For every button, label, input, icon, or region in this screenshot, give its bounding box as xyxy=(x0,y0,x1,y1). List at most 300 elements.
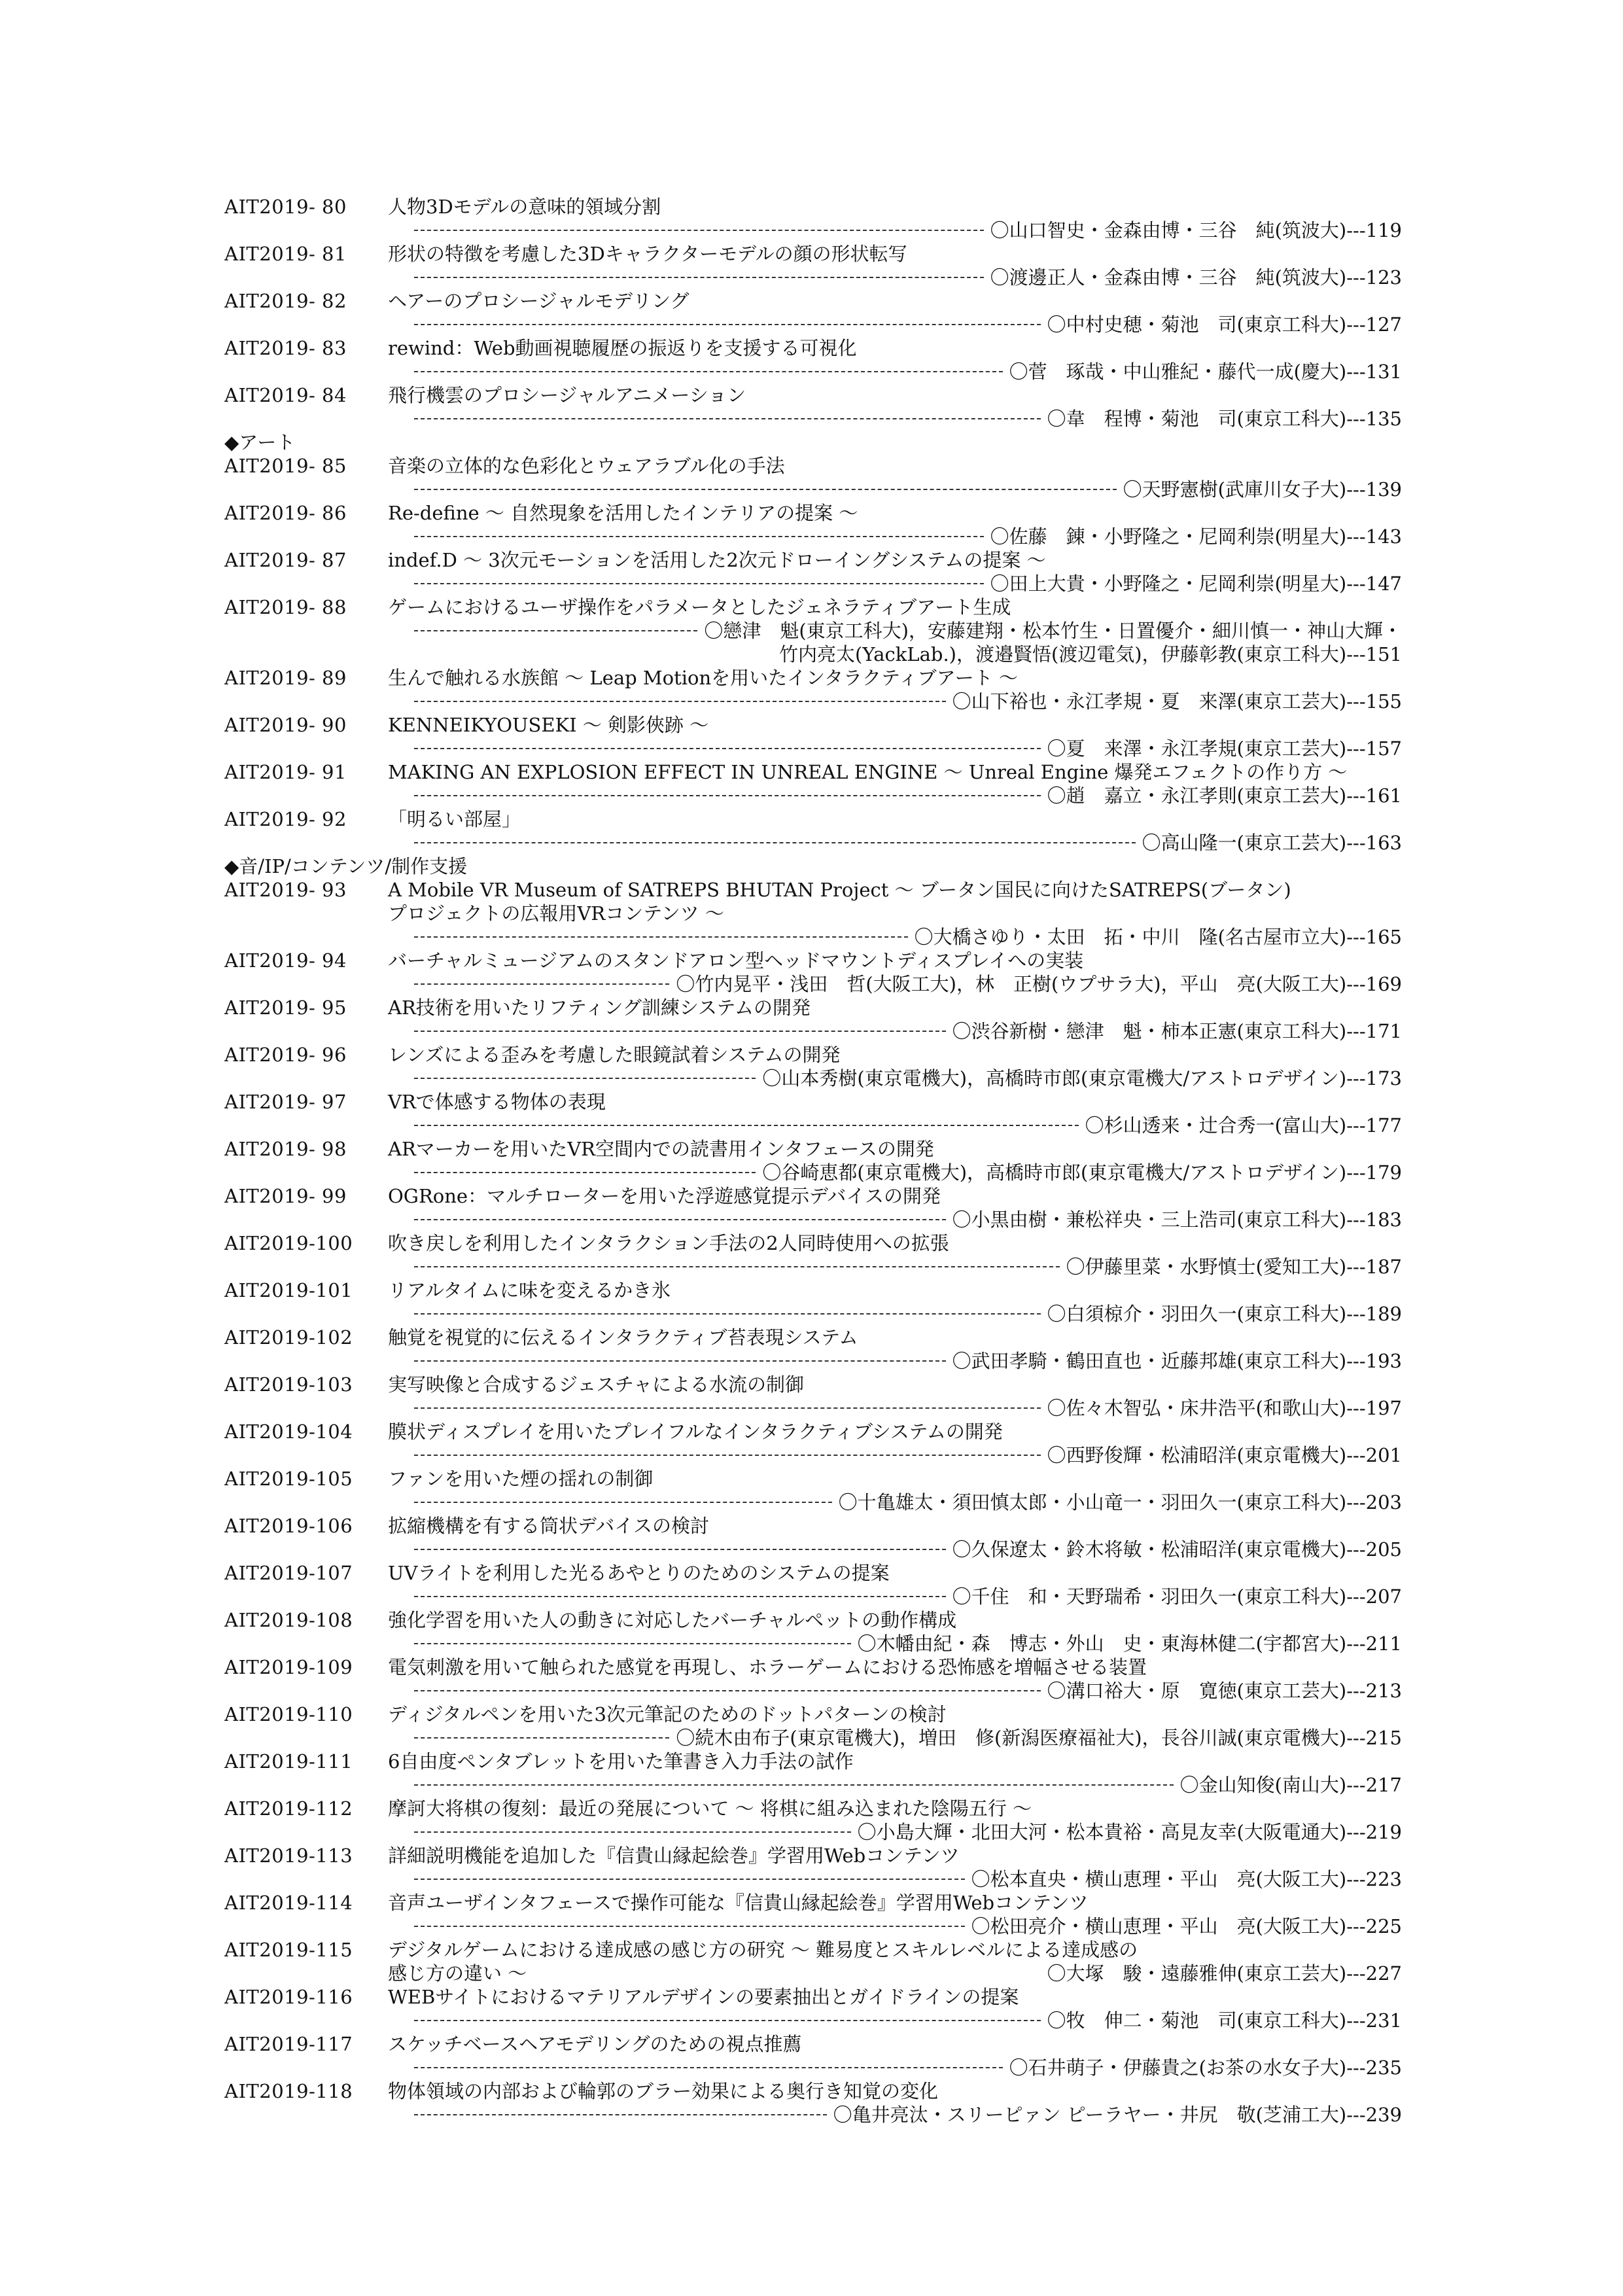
toc-entry xyxy=(224,1844,1402,1891)
paper-id: AIT2019- 95 xyxy=(224,997,347,1019)
author-row xyxy=(224,219,1402,242)
leader-dashes xyxy=(414,1360,946,1362)
author-row xyxy=(224,1302,1402,1326)
paper-title: ヘアーのプロシージャルモデリング xyxy=(388,290,689,312)
entry-title-row xyxy=(224,1844,1402,1867)
entry-title-row xyxy=(224,548,1402,572)
paper-id: AIT2019-112 xyxy=(224,1797,353,1820)
paper-title: indef.D 〜 3次元モーションを活用した2次元ドローイングシステムの提案 〜 xyxy=(388,549,1046,571)
entry-title-row xyxy=(224,242,1402,266)
entry-title-row xyxy=(224,1184,1402,1208)
paper-id: AIT2019-113 xyxy=(224,1845,353,1867)
author-text: 〇白須椋介・羽田久一(東京工科大)---189 xyxy=(1047,1303,1402,1325)
author-row xyxy=(224,1255,1402,1279)
leader-dashes xyxy=(414,1031,946,1032)
author-text: 〇久保遼太・鈴木将敏・松浦昭洋(東京電機大)---205 xyxy=(952,1538,1402,1561)
leader-dashes xyxy=(414,1784,1174,1786)
authors-and-page xyxy=(414,478,1402,501)
paper-title: MAKING AN EXPLOSION EFFECT IN UNREAL ENGINE 〜 Unreal Engine 爆発エフェクトの作り方 〜 xyxy=(388,761,1348,783)
author-text: 〇千住 和・天野瑞希・羽田久一(東京工科大)---207 xyxy=(952,1585,1402,1608)
paper-title: 摩訶大将棋の復刻：最近の発展について 〜 将棋に組み込まれた陰陽五行 〜 xyxy=(388,1797,1032,1820)
leader-dashes xyxy=(414,983,669,985)
toc-entry xyxy=(224,1985,1402,2032)
paper-id: AIT2019-105 xyxy=(224,1468,353,1490)
paper-title: 「明るい部屋」 xyxy=(388,808,521,830)
toc-entry xyxy=(224,336,1402,383)
author-text: 〇石井萌子・伊藤貴之(お茶の水女子大)---235 xyxy=(1009,2057,1402,2079)
author-text: 〇佐藤 錬・小野隆之・尼岡利崇(明星大)---143 xyxy=(990,525,1402,548)
authors-and-page xyxy=(414,831,1402,855)
author-row xyxy=(224,1915,1402,1938)
paper-title: レンズによる歪みを考慮した眼鏡試着システムの開発 xyxy=(388,1044,841,1066)
leader-dashes xyxy=(414,1690,1041,1691)
paper-title-continued: 感じ方の違い 〜 xyxy=(388,1962,527,1985)
authors-and-page xyxy=(414,1208,1402,1231)
leader-dashes xyxy=(414,936,908,938)
author-row xyxy=(224,1491,1402,1514)
leader-dashes xyxy=(414,748,1041,749)
paper-id: AIT2019-108 xyxy=(224,1609,353,1631)
paper-id: AIT2019-100 xyxy=(224,1232,353,1254)
paper-title: 形状の特徴を考慮した3Dキャラクターモデルの顔の形状転写 xyxy=(388,243,907,265)
authors-and-page xyxy=(779,643,1402,666)
paper-title: A Mobile VR Museum of SATREPS BHUTAN Project 〜 ブータン国民に向けたSATREPS(ブータン) xyxy=(388,879,1291,901)
author-text: 竹内亮太(YackLab.)，渡邉賢悟(渡辺電気)，伊藤彰教(東京工科大)---151 xyxy=(779,643,1402,665)
paper-title: OGRone：マルチローターを用いた浮遊感覚提示デバイスの開発 xyxy=(388,1185,941,1207)
leader-dashes xyxy=(414,324,1041,325)
authors-and-page xyxy=(414,1255,1402,1279)
authors-and-page xyxy=(414,784,1402,807)
leader-dashes xyxy=(414,1172,756,1173)
authors-and-page xyxy=(414,360,1402,383)
entry-title-row xyxy=(224,195,1402,219)
section-heading: ◆アート xyxy=(224,431,296,453)
authors-and-page xyxy=(414,737,1402,760)
paper-title: 触覚を視覚的に伝えるインタラクティブ苔表現システム xyxy=(388,1326,858,1349)
paper-title: 電気刺激を用いて触られた感覚を再現し、ホラーゲームにおける恐怖感を増幅させる装置 xyxy=(388,1656,1147,1678)
paper-id: AIT2019- 89 xyxy=(224,667,347,689)
author-row xyxy=(224,2009,1402,2032)
authors-and-page xyxy=(414,2009,1402,2032)
author-text: 〇牧 伸二・菊池 司(東京工科大)---231 xyxy=(1047,2009,1402,2032)
author-text: 〇松田亮介・横山恵理・平山 亮(大阪工大)---225 xyxy=(971,1915,1402,1937)
paper-id: AIT2019- 92 xyxy=(224,808,347,830)
authors-and-page xyxy=(414,619,1402,643)
leader-dashes xyxy=(414,1313,1041,1315)
paper-title: デジタルゲームにおける達成感の感じ方の研究 〜 難易度とスキルレベルによる達成感の xyxy=(388,1939,1138,1961)
leader-dashes xyxy=(414,1737,669,1739)
authors-and-page xyxy=(414,1396,1402,1420)
author-row xyxy=(224,1820,1402,1844)
author-row xyxy=(224,360,1402,383)
author-row xyxy=(224,643,1402,666)
leader-dashes xyxy=(414,630,697,631)
paper-id: AIT2019- 84 xyxy=(224,384,347,406)
authors-and-page xyxy=(414,1114,1402,1137)
leader-dashes xyxy=(414,371,1003,372)
authors-and-page xyxy=(414,2103,1402,2127)
toc-entry xyxy=(224,1420,1402,1467)
author-text: 〇大橋さゆり・太田 拓・中川 隆(名古屋市立大)---165 xyxy=(914,926,1402,948)
authors-and-page xyxy=(414,313,1402,336)
leader-dashes xyxy=(414,1266,1060,1267)
paper-id: AIT2019- 93 xyxy=(224,879,347,901)
toc-entry xyxy=(224,878,1402,949)
leader-dashes xyxy=(414,1549,946,1550)
author-text: 〇山口智史・金森由博・三谷 純(筑波大)---119 xyxy=(990,219,1402,241)
authors-and-page xyxy=(414,407,1402,431)
authors-and-page xyxy=(414,525,1402,548)
paper-id: AIT2019-107 xyxy=(224,1562,353,1584)
authors-and-page xyxy=(414,2056,1402,2079)
entry-title-row xyxy=(224,1703,1402,1726)
entry-title-row xyxy=(224,878,1402,902)
author-row xyxy=(224,1679,1402,1703)
entry-title-row xyxy=(224,454,1402,478)
leader-dashes xyxy=(414,1455,1041,1456)
toc-entry xyxy=(224,242,1402,289)
paper-title: プロジェクトの広報用VRコンテンツ 〜 xyxy=(388,902,724,925)
authors-and-page xyxy=(414,572,1402,595)
entry-title-row xyxy=(224,1090,1402,1114)
entry-title-row xyxy=(224,1797,1402,1820)
author-text: 〇韋 程博・菊池 司(東京工科大)---135 xyxy=(1047,408,1402,430)
author-text: 〇十亀雄太・須田慎太郎・小山竜一・羽田久一(東京工科大)---203 xyxy=(838,1491,1402,1513)
paper-title: WEBサイトにおけるマテリアルデザインの要素抽出とガイドラインの提案 xyxy=(388,1986,1019,2008)
paper-title: 生んで触れる水族館 〜 Leap Motionを用いたインタラクティブアート 〜 xyxy=(388,667,1019,689)
authors-and-page xyxy=(414,1019,1402,1043)
author-row xyxy=(224,1773,1402,1797)
toc-entry xyxy=(224,595,1402,666)
author-row xyxy=(224,1349,1402,1373)
author-text: 〇金山知俊(南山大)---217 xyxy=(1179,1774,1402,1796)
author-text: 〇天野憲樹(武庫川女子大)---139 xyxy=(1123,478,1402,501)
paper-title: 音声ユーザインタフェースで操作可能な『信貴山縁起絵巻』学習用Webコンテンツ xyxy=(388,1892,1089,1914)
section-heading: ◆音/IP/コンテンツ/制作支援 xyxy=(224,855,468,877)
toc-entry xyxy=(224,760,1402,807)
paper-title: 音楽の立体的な色彩化とウェアラブル化の手法 xyxy=(388,455,785,477)
paper-title: 詳細説明機能を追加した『信貴山縁起絵巻』学習用Webコンテンツ xyxy=(388,1845,960,1867)
entry-title-row xyxy=(224,383,1402,407)
entry-title-row xyxy=(224,1279,1402,1302)
author-text: 〇溝口裕大・原 寛徳(東京工芸大)---213 xyxy=(1047,1680,1402,1702)
authors-and-page xyxy=(414,1538,1402,1561)
paper-id: AIT2019- 96 xyxy=(224,1044,347,1066)
authors-and-page xyxy=(414,1443,1402,1467)
authors-and-page xyxy=(414,266,1402,289)
author-row xyxy=(224,1443,1402,1467)
toc-entry xyxy=(224,1090,1402,1137)
leader-dashes xyxy=(414,795,1041,796)
leader-dashes xyxy=(414,536,984,537)
paper-id: AIT2019-116 xyxy=(224,1986,353,2008)
toc-entry xyxy=(224,1655,1402,1703)
paper-title: KENNEIKYOUSEKI 〜 剣影俠跡 〜 xyxy=(388,714,709,736)
entry-title-row xyxy=(224,1514,1402,1538)
entry-title-row xyxy=(224,2032,1402,2056)
paper-id: AIT2019-115 xyxy=(224,1939,353,1961)
authors-and-page xyxy=(414,1349,1402,1373)
paper-id: AIT2019-106 xyxy=(224,1515,353,1537)
paper-id: AIT2019- 85 xyxy=(224,455,347,477)
entry-title-row xyxy=(224,902,1402,925)
entry-title-row xyxy=(224,289,1402,313)
entry-title-row xyxy=(224,1231,1402,1255)
author-text: 〇西野俊輝・松浦昭洋(東京電機大)---201 xyxy=(1047,1444,1402,1466)
paper-title: VRで体感する物体の表現 xyxy=(388,1091,606,1113)
entry-title-row xyxy=(224,1043,1402,1067)
author-row xyxy=(224,2056,1402,2079)
paper-id: AIT2019-111 xyxy=(224,1750,353,1773)
author-row xyxy=(224,1019,1402,1043)
paper-title: リアルタイムに味を変えるかき氷 xyxy=(388,1279,671,1301)
entry-title-row xyxy=(224,666,1402,690)
author-row xyxy=(224,737,1402,760)
entry-title-row xyxy=(224,1938,1402,1962)
entry-title-row xyxy=(224,595,1402,619)
leader-dashes xyxy=(414,489,1117,490)
authors-and-page xyxy=(414,1302,1402,1326)
entry-title-row xyxy=(224,1985,1402,2009)
toc-entry xyxy=(224,996,1402,1043)
toc-entry xyxy=(224,2079,1402,2127)
paper-id: AIT2019-117 xyxy=(224,2033,353,2055)
paper-title: 飛行機雲のプロシージャルアニメーション xyxy=(388,384,746,406)
authors-and-page xyxy=(414,1161,1402,1184)
author-text: 〇伊藤里菜・水野慎士(愛知工大)---187 xyxy=(1066,1256,1402,1278)
author-row xyxy=(224,478,1402,501)
author-text: 〇小島大輝・北田大河・松本貴裕・高見友幸(大阪電通大)---219 xyxy=(857,1821,1402,1843)
leader-dashes xyxy=(414,230,984,231)
leader-dashes xyxy=(414,2020,1041,2021)
author-text: 〇渡邊正人・金森由博・三谷 純(筑波大)---123 xyxy=(990,266,1402,289)
toc-entry xyxy=(224,1514,1402,1561)
author-text: 〇亀井亮汰・スリーピァン ピーラヤー・井尻 敬(芝浦工大)---239 xyxy=(833,2104,1402,2126)
author-row xyxy=(224,1208,1402,1231)
leader-dashes xyxy=(414,1078,756,1079)
paper-id: AIT2019-114 xyxy=(224,1892,353,1914)
author-text: 〇佐々木智弘・床井浩平(和歌山大)---197 xyxy=(1047,1397,1402,1419)
authors-and-page xyxy=(414,972,1402,996)
table-of-contents xyxy=(224,195,1402,2127)
toc-entry xyxy=(224,713,1402,760)
leader-dashes xyxy=(414,1125,1079,1126)
leader-dashes xyxy=(414,418,1041,419)
leader-dashes xyxy=(414,1643,851,1644)
paper-title: 膜状ディスプレイを用いたプレイフルなインタラクティブシステムの開発 xyxy=(388,1421,1003,1443)
author-text: 〇山下裕也・永江孝規・夏 来澤(東京工芸大)---155 xyxy=(952,690,1402,713)
author-text: 〇山本秀樹(東京電機大)，高橋時市郎(東京電機大/アストロデザイン)---173 xyxy=(762,1067,1402,1089)
author-row xyxy=(224,1396,1402,1420)
entry-title-row xyxy=(224,501,1402,525)
toc-entry xyxy=(224,1797,1402,1844)
author-row xyxy=(224,925,1402,949)
toc-entry xyxy=(224,1279,1402,1326)
toc-entry xyxy=(224,1326,1402,1373)
authors-and-page xyxy=(414,1632,1402,1655)
paper-title: 物体領域の内部および輪郭のブラー効果による奥行き知覚の変化 xyxy=(388,2080,939,2102)
paper-id: AIT2019- 98 xyxy=(224,1138,347,1160)
author-row xyxy=(224,572,1402,595)
toc-entry xyxy=(224,1137,1402,1184)
author-text: 〇菅 琢哉・中山雅紀・藤代一成(慶大)---131 xyxy=(1009,361,1402,383)
author-text: 〇杉山透来・辻合秀一(富山大)---177 xyxy=(1085,1114,1402,1137)
paper-id: AIT2019- 87 xyxy=(224,549,347,571)
paper-title: Re-define 〜 自然現象を活用したインテリアの提案 〜 xyxy=(388,502,858,524)
leader-dashes xyxy=(414,277,984,278)
toc-entry xyxy=(224,454,1402,501)
paper-title: 人物3Dモデルの意味的領域分割 xyxy=(388,196,661,218)
entry-title-row xyxy=(224,1655,1402,1679)
paper-title: 実写映像と合成するジェスチャによる水流の制御 xyxy=(388,1373,804,1396)
paper-id: AIT2019-109 xyxy=(224,1656,353,1678)
toc-entry xyxy=(224,1231,1402,1279)
authors-and-page xyxy=(414,1679,1402,1703)
authors-and-page xyxy=(414,219,1402,242)
paper-title: スケッチベースヘアモデリングのための視点推薦 xyxy=(388,2033,802,2055)
toc-entry xyxy=(224,1891,1402,1938)
author-row xyxy=(224,784,1402,807)
toc-entry xyxy=(224,807,1402,855)
author-text: 〇田上大貴・小野隆之・尼岡利崇(明星大)---147 xyxy=(990,573,1402,595)
author-text: 〇夏 来澤・永江孝規(東京工芸大)---157 xyxy=(1047,737,1402,760)
entry-title-row xyxy=(224,336,1402,360)
paper-id: AIT2019-110 xyxy=(224,1703,353,1725)
author-row xyxy=(224,1632,1402,1655)
authors-and-page xyxy=(414,1067,1402,1090)
author-text: 〇谷崎恵都(東京電機大)，高橋時市郎(東京電機大/アストロデザイン)---179 xyxy=(762,1161,1402,1184)
author-text: 〇渋谷新樹・戀津 魁・柿本正憲(東京工科大)---171 xyxy=(952,1020,1402,1042)
entry-title-row xyxy=(224,1420,1402,1443)
toc-entry xyxy=(224,501,1402,548)
author-text: 〇趙 嘉立・永江孝則(東京工芸大)---161 xyxy=(1047,785,1402,807)
author-row xyxy=(224,1726,1402,1750)
author-row xyxy=(224,1161,1402,1184)
paper-title: AR技術を用いたリフティング訓練システムの開発 xyxy=(388,997,811,1019)
paper-id: AIT2019- 94 xyxy=(224,949,347,972)
author-row xyxy=(224,2103,1402,2127)
author-row xyxy=(224,407,1402,431)
toc-entry xyxy=(224,666,1402,713)
toc-entry xyxy=(224,2032,1402,2079)
paper-title: UVライトを利用した光るあやとりのためのシステムの提案 xyxy=(388,1562,890,1584)
paper-title: バーチャルミュージアムのスタンドアロン型ヘッドマウントディスプレイへの実装 xyxy=(388,949,1084,972)
author-text: 〇武田孝騎・鶴田直也・近藤邦雄(東京工科大)---193 xyxy=(952,1350,1402,1372)
author-text: 〇高山隆一(東京工芸大)---163 xyxy=(1142,832,1402,854)
author-text: 〇大塚 駿・遠藤雅伸(東京工芸大)---227 xyxy=(1047,1962,1402,1985)
author-text: 〇竹内晃平・浅田 哲(大阪工大)，林 正樹(ウプサラ大)，平山 亮(大阪工大)---169 xyxy=(676,973,1402,995)
paper-id: AIT2019- 86 xyxy=(224,502,347,524)
author-text: 〇松本直央・横山恵理・平山 亮(大阪工大)---223 xyxy=(971,1868,1402,1890)
authors-and-page xyxy=(1047,1962,1402,1985)
paper-title: ゲームにおけるユーザ操作をパラメータとしたジェネラティブアート生成 xyxy=(388,596,1011,618)
author-text: 〇中村史穂・菊池 司(東京工科大)---127 xyxy=(1047,313,1402,336)
paper-title: 拡縮機構を有する筒状デバイスの検討 xyxy=(388,1515,709,1537)
authors-and-page xyxy=(414,1726,1402,1750)
entry-title-row xyxy=(224,2079,1402,2103)
toc-entry xyxy=(224,1467,1402,1514)
toc-entry xyxy=(224,195,1402,242)
author-row xyxy=(224,525,1402,548)
author-row xyxy=(224,1962,1402,1985)
toc-entry xyxy=(224,1373,1402,1420)
author-text: 〇戀津 魁(東京工科大)，安藤建翔・松本竹生・日置優介・細川慎一・神山大輝・ xyxy=(704,620,1402,642)
author-row xyxy=(224,1585,1402,1608)
paper-id: AIT2019-102 xyxy=(224,1326,353,1349)
leader-dashes xyxy=(414,1831,851,1833)
authors-and-page xyxy=(414,925,1402,949)
toc-entry xyxy=(224,548,1402,595)
paper-id: AIT2019-118 xyxy=(224,2080,353,2102)
paper-title: 強化学習を用いた人の動きに対応したバーチャルペットの動作構成 xyxy=(388,1609,957,1631)
entry-title-row xyxy=(224,949,1402,972)
author-text: 〇木幡由紀・森 博志・外山 史・東海林健二(宇都宮大)---211 xyxy=(857,1633,1402,1655)
entry-title-row xyxy=(224,1373,1402,1396)
paper-id: AIT2019- 83 xyxy=(224,337,347,359)
toc-entry xyxy=(224,1043,1402,1090)
entry-title-row xyxy=(224,1561,1402,1585)
toc-entry xyxy=(224,1703,1402,1750)
paper-id: AIT2019- 97 xyxy=(224,1091,347,1113)
authors-and-page xyxy=(414,1491,1402,1514)
entry-title-row xyxy=(224,760,1402,784)
paper-id: AIT2019- 91 xyxy=(224,761,347,783)
author-text: 〇続木由布子(東京電機大)，増田 修(新潟医療福祉大)，長谷川誠(東京電機大)---215 xyxy=(676,1727,1402,1749)
entry-title-row xyxy=(224,1326,1402,1349)
author-text: 〇小黒由樹・兼松祥央・三上浩司(東京工科大)---183 xyxy=(952,1209,1402,1231)
paper-id: AIT2019- 82 xyxy=(224,290,347,312)
authors-and-page xyxy=(414,1773,1402,1797)
leader-dashes xyxy=(414,1596,946,1597)
author-row xyxy=(224,1538,1402,1561)
entry-title-row xyxy=(224,1137,1402,1161)
authors-and-page xyxy=(414,690,1402,713)
authors-and-page xyxy=(414,1820,1402,1844)
paper-id: AIT2019-101 xyxy=(224,1279,353,1301)
paper-title: ディジタルペンを用いた3次元筆記のためのドットパターンの検討 xyxy=(388,1703,947,1725)
author-row xyxy=(224,1114,1402,1137)
author-row xyxy=(224,831,1402,855)
paper-id: AIT2019- 81 xyxy=(224,243,347,265)
leader-dashes xyxy=(414,1219,946,1220)
entry-title-row xyxy=(224,1891,1402,1915)
entry-title-row xyxy=(224,1750,1402,1773)
toc-entry xyxy=(224,1561,1402,1608)
paper-id: AIT2019- 99 xyxy=(224,1185,347,1207)
toc-entry xyxy=(224,949,1402,996)
paper-title: 6自由度ペンタブレットを用いた筆書き入力手法の試作 xyxy=(388,1750,854,1773)
leader-dashes xyxy=(414,1502,832,1503)
leader-dashes xyxy=(414,701,946,702)
entry-title-row xyxy=(224,713,1402,737)
author-row xyxy=(224,690,1402,713)
leader-dashes xyxy=(414,583,984,584)
leader-dashes xyxy=(414,842,1136,843)
author-row xyxy=(224,313,1402,336)
authors-and-page xyxy=(414,1867,1402,1891)
paper-id: AIT2019- 88 xyxy=(224,596,347,618)
author-row xyxy=(224,1867,1402,1891)
leader-dashes xyxy=(414,1407,1041,1409)
author-row xyxy=(224,972,1402,996)
authors-and-page xyxy=(414,1585,1402,1608)
paper-title: ARマーカーを用いたVR空間内での読書用インタフェースの開発 xyxy=(388,1138,934,1160)
author-row xyxy=(224,619,1402,643)
paper-id: AIT2019-104 xyxy=(224,1421,353,1443)
leader-dashes xyxy=(414,2067,1003,2068)
paper-title: ファンを用いた煙の揺れの制御 xyxy=(388,1468,654,1490)
paper-id: AIT2019-103 xyxy=(224,1373,353,1396)
